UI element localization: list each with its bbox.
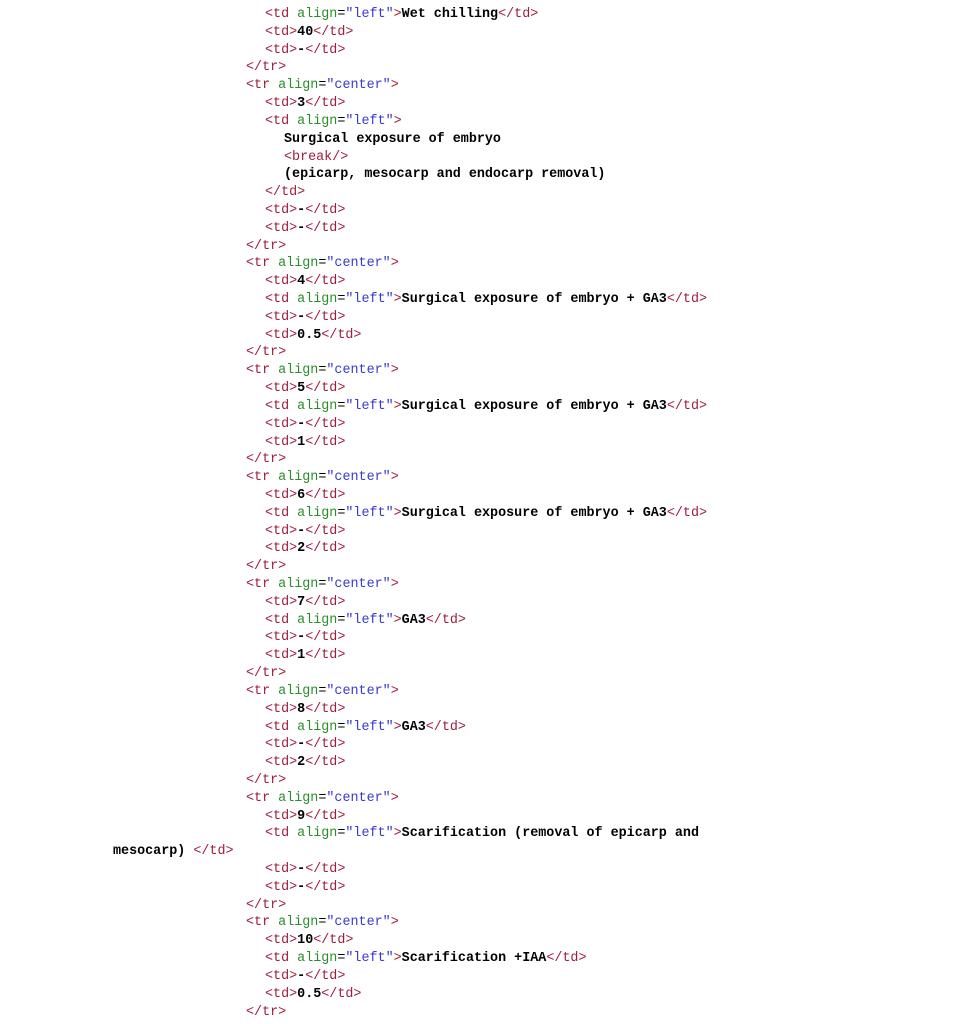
attribute-name: align xyxy=(297,505,338,521)
markup-tag: <td xyxy=(265,826,298,842)
markup-tag: <td> xyxy=(265,42,298,58)
equals-sign: = xyxy=(337,7,346,22)
code-line xyxy=(0,166,963,184)
cell-text: 4 xyxy=(297,274,306,290)
code-line xyxy=(0,523,963,541)
attribute-value: "center" xyxy=(326,363,391,379)
cell-text: Surgical exposure of embryo xyxy=(284,131,501,147)
markup-tag: </td> xyxy=(305,737,346,753)
markup-tag: <tr xyxy=(246,683,279,699)
cell-text: 6 xyxy=(297,487,306,503)
code-line xyxy=(0,808,963,826)
markup-tag: <td> xyxy=(265,879,298,895)
equals-sign: = xyxy=(337,719,346,735)
markup-tag: </td> xyxy=(305,523,346,539)
code-line xyxy=(0,558,963,576)
markup-tag: <tr xyxy=(246,577,279,592)
markup-tag: </td> xyxy=(305,416,346,432)
code-line xyxy=(0,719,963,737)
cell-text: 10 xyxy=(297,933,314,949)
markup-tag: </td> xyxy=(321,986,362,1002)
markup-tag: </td> xyxy=(321,327,362,343)
attribute-name: align xyxy=(297,292,338,307)
markup-tag: </td> xyxy=(305,701,346,717)
markup-tag: > xyxy=(390,915,399,931)
cell-text: 9 xyxy=(297,808,306,824)
attribute-value: "center" xyxy=(326,915,391,931)
markup-tag: </td> xyxy=(265,185,306,201)
code-line xyxy=(0,220,963,238)
code-line xyxy=(0,986,963,1004)
cell-text: - xyxy=(297,862,306,877)
markup-tag: </td> xyxy=(425,719,466,735)
attribute-value: "left" xyxy=(345,951,394,967)
attribute-value: "left" xyxy=(345,7,394,22)
markup-tag: </td> xyxy=(666,292,708,307)
code-line xyxy=(0,843,963,861)
markup-tag: </td> xyxy=(546,951,587,967)
attribute-name: align xyxy=(297,951,338,967)
markup-tag: </td> xyxy=(666,505,708,521)
markup-tag: <td> xyxy=(265,487,298,503)
markup-tag: <td> xyxy=(265,630,298,646)
markup-tag: > xyxy=(393,398,402,414)
attribute-value: "left" xyxy=(345,292,394,307)
markup-tag: </td> xyxy=(305,434,346,450)
cell-text: - xyxy=(297,42,306,58)
attribute-value: "center" xyxy=(326,470,391,486)
cell-text: 1 xyxy=(297,648,306,664)
code-line xyxy=(0,59,963,77)
cell-text: 2 xyxy=(297,541,306,557)
code-line xyxy=(0,879,963,897)
attribute-name: align xyxy=(278,915,319,931)
markup-tag: <tr xyxy=(246,790,279,806)
code-line xyxy=(0,665,963,683)
code-line xyxy=(0,701,963,719)
code-line xyxy=(0,24,963,42)
markup-tag: </td> xyxy=(305,274,346,290)
attribute-name: align xyxy=(297,7,338,22)
code-line xyxy=(0,149,963,167)
code-line xyxy=(0,6,963,24)
markup-tag: </td> xyxy=(305,42,346,58)
markup-tag: </td> xyxy=(305,630,346,646)
markup-tag: </td> xyxy=(313,24,354,40)
attribute-value: "center" xyxy=(326,78,391,94)
attribute-value: "center" xyxy=(326,577,391,592)
cell-text: 8 xyxy=(297,701,306,717)
attribute-name: align xyxy=(297,826,338,842)
markup-tag: > xyxy=(393,826,402,842)
markup-tag: </tr> xyxy=(246,897,287,913)
cell-text: GA3 xyxy=(401,719,426,735)
code-line xyxy=(0,309,963,327)
markup-tag: > xyxy=(393,505,402,521)
cell-text: - xyxy=(297,309,306,325)
equals-sign: = xyxy=(337,113,346,129)
code-line xyxy=(0,594,963,612)
markup-tag: <tr xyxy=(246,915,279,931)
equals-sign: = xyxy=(318,470,327,486)
cell-text: Surgical exposure of embryo + GA3 xyxy=(401,292,667,307)
markup-tag: </tr> xyxy=(246,238,287,254)
markup-tag: </td> xyxy=(305,96,346,112)
markup-tag: <td> xyxy=(265,202,298,218)
code-line xyxy=(0,790,963,808)
markup-tag: <td xyxy=(265,612,298,628)
attribute-value: "left" xyxy=(345,719,394,735)
cell-text: Surgical exposure of embryo + GA3 xyxy=(401,505,667,521)
code-line xyxy=(0,647,963,665)
code-line xyxy=(0,950,963,968)
code-line xyxy=(0,416,963,434)
markup-tag: <td> xyxy=(265,755,298,771)
markup-tag: </td> xyxy=(305,808,346,824)
markup-tag: > xyxy=(390,256,399,272)
attribute-value: "left" xyxy=(345,113,394,129)
markup-tag: > xyxy=(390,78,399,94)
markup-tag: <break/> xyxy=(284,149,349,165)
markup-tag: </td> xyxy=(425,612,466,628)
attribute-value: "left" xyxy=(345,505,394,521)
code-line xyxy=(0,1004,963,1022)
attribute-name: align xyxy=(278,683,319,699)
attribute-value: "left" xyxy=(345,612,394,628)
markup-tag: </td> xyxy=(305,202,346,218)
markup-tag: </tr> xyxy=(246,559,287,575)
attribute-name: align xyxy=(278,256,319,272)
markup-tag: </tr> xyxy=(246,60,287,76)
markup-tag: <td> xyxy=(265,648,298,664)
cell-text: - xyxy=(297,523,306,539)
markup-tag: </td> xyxy=(305,755,346,771)
cell-text: - xyxy=(297,202,306,218)
attribute-name: align xyxy=(278,577,319,592)
attribute-value: "left" xyxy=(345,826,394,842)
markup-tag: <td> xyxy=(265,416,298,432)
markup-tag: <tr xyxy=(246,470,279,486)
markup-tag: <td xyxy=(265,951,298,967)
markup-tag: </td> xyxy=(305,487,346,503)
equals-sign: = xyxy=(318,256,327,272)
attribute-value: "center" xyxy=(326,683,391,699)
markup-tag: <td> xyxy=(265,701,298,717)
cell-text: mesocarp) xyxy=(113,844,186,860)
equals-sign: = xyxy=(318,363,327,379)
equals-sign: = xyxy=(318,683,327,699)
markup-tag: > xyxy=(393,113,402,129)
code-line xyxy=(0,612,963,630)
markup-tag: </td> xyxy=(305,862,346,877)
code-line xyxy=(0,291,963,309)
attribute-name: align xyxy=(278,470,319,486)
code-line xyxy=(0,897,963,915)
markup-tag: <td> xyxy=(265,986,298,1002)
cell-text: GA3 xyxy=(401,612,426,628)
markup-tag: <td> xyxy=(265,309,298,325)
code-line xyxy=(0,327,963,345)
code-listing xyxy=(0,6,963,1021)
code-line xyxy=(0,736,963,754)
markup-tag: </tr> xyxy=(246,345,287,361)
equals-sign: = xyxy=(337,951,346,967)
markup-tag: <td> xyxy=(265,274,298,290)
code-line xyxy=(0,914,963,932)
markup-tag: <td> xyxy=(265,96,298,112)
code-line xyxy=(0,683,963,701)
attribute-name: align xyxy=(278,790,319,806)
cell-text: - xyxy=(297,968,306,984)
equals-sign: = xyxy=(318,577,327,592)
markup-tag: <td xyxy=(265,113,298,129)
code-line xyxy=(0,238,963,256)
equals-sign: = xyxy=(337,612,346,628)
equals-sign: = xyxy=(337,398,346,414)
attribute-name: align xyxy=(297,398,338,414)
cell-text: Wet chilling xyxy=(401,7,499,22)
equals-sign: = xyxy=(337,292,346,307)
code-line xyxy=(0,861,963,879)
attribute-name: align xyxy=(297,719,338,735)
code-line xyxy=(0,255,963,273)
markup-tag: </td> xyxy=(305,594,346,610)
markup-tag: <td> xyxy=(265,24,298,40)
code-line xyxy=(0,772,963,790)
code-line xyxy=(0,380,963,398)
code-line xyxy=(0,131,963,149)
markup-tag: <td> xyxy=(265,381,298,397)
markup-tag: > xyxy=(393,292,402,307)
cell-text: - xyxy=(297,737,306,753)
code-line xyxy=(0,968,963,986)
markup-tag: <td> xyxy=(265,862,298,877)
cell-text: - xyxy=(297,220,306,236)
markup-tag: <td xyxy=(265,398,298,414)
markup-tag: </td> xyxy=(305,968,346,984)
attribute-name: align xyxy=(278,78,319,94)
cell-text: 3 xyxy=(297,96,306,112)
cell-text: 2 xyxy=(297,755,306,771)
markup-tag: <tr xyxy=(246,256,279,272)
attribute-value: "left" xyxy=(345,398,394,414)
markup-tag: <td xyxy=(265,292,298,307)
cell-text: 5 xyxy=(297,381,306,397)
markup-tag: <td> xyxy=(265,541,298,557)
markup-tag: > xyxy=(390,470,399,486)
code-line xyxy=(0,932,963,950)
markup-tag: <td> xyxy=(265,434,298,450)
code-line xyxy=(0,362,963,380)
equals-sign: = xyxy=(318,790,327,806)
code-line xyxy=(0,184,963,202)
markup-tag: > xyxy=(393,7,402,22)
code-line xyxy=(0,469,963,487)
markup-tag: </td> xyxy=(305,541,346,557)
code-line xyxy=(0,434,963,452)
cell-text: - xyxy=(297,879,306,895)
code-line xyxy=(0,344,963,362)
equals-sign: = xyxy=(337,826,346,842)
cell-text: 1 xyxy=(297,434,306,450)
cell-text: 0.5 xyxy=(297,327,322,343)
code-line xyxy=(0,754,963,772)
markup-tag: </tr> xyxy=(246,452,287,468)
markup-tag: > xyxy=(393,951,402,967)
markup-tag: </td> xyxy=(305,309,346,325)
attribute-value: "center" xyxy=(326,256,391,272)
cell-text: Surgical exposure of embryo + GA3 xyxy=(401,398,667,414)
code-line xyxy=(0,202,963,220)
code-line xyxy=(0,451,963,469)
code-line xyxy=(0,629,963,647)
markup-tag: > xyxy=(390,577,399,592)
markup-tag: <td> xyxy=(265,327,298,343)
markup-tag: </td> xyxy=(305,220,346,236)
code-line xyxy=(0,273,963,291)
equals-sign: = xyxy=(318,915,327,931)
markup-tag: <td xyxy=(265,7,298,22)
markup-tag: </tr> xyxy=(246,666,287,682)
attribute-name: align xyxy=(278,363,319,379)
attribute-name: align xyxy=(297,113,338,129)
markup-tag: </tr> xyxy=(246,772,287,788)
code-line xyxy=(0,540,963,558)
markup-tag: <td> xyxy=(265,737,298,753)
attribute-name: align xyxy=(297,612,338,628)
markup-tag: <td xyxy=(265,505,298,521)
markup-tag: <td> xyxy=(265,220,298,236)
markup-tag: <td> xyxy=(265,968,298,984)
markup-tag: <td xyxy=(265,719,298,735)
markup-tag: <tr xyxy=(246,363,279,379)
markup-tag: </td> xyxy=(305,648,346,664)
markup-tag: > xyxy=(393,612,402,628)
markup-tag: <td> xyxy=(265,523,298,539)
markup-tag: > xyxy=(390,363,399,379)
markup-tag: > xyxy=(393,719,402,735)
cell-text: - xyxy=(297,416,306,432)
code-line xyxy=(0,398,963,416)
cell-text: Scarification (removal of epicarp and xyxy=(401,826,699,842)
attribute-value: "center" xyxy=(326,790,391,806)
markup-tag: <tr xyxy=(246,78,279,94)
cell-text: 7 xyxy=(297,594,306,610)
markup-tag: </td> xyxy=(666,398,708,414)
cell-text: 0.5 xyxy=(297,986,322,1002)
markup-tag: <td> xyxy=(265,808,298,824)
markup-tag: <td> xyxy=(265,594,298,610)
markup-tag: <td> xyxy=(265,933,298,949)
cell-text: - xyxy=(297,630,306,646)
code-line xyxy=(0,113,963,131)
code-line xyxy=(0,825,963,843)
cell-text: 40 xyxy=(297,24,314,40)
equals-sign: = xyxy=(337,505,346,521)
equals-sign: = xyxy=(318,78,327,94)
markup-tag: > xyxy=(390,683,399,699)
markup-tag: </td> xyxy=(185,844,234,860)
code-line xyxy=(0,487,963,505)
code-line xyxy=(0,505,963,523)
code-line xyxy=(0,77,963,95)
markup-tag: </td> xyxy=(498,7,539,22)
cell-text: Scarification +IAA xyxy=(401,951,547,967)
code-line xyxy=(0,576,963,594)
markup-tag: </tr> xyxy=(246,1004,287,1020)
markup-tag: </td> xyxy=(305,381,346,397)
cell-text: (epicarp, mesocarp and endocarp removal) xyxy=(284,167,606,183)
markup-tag: > xyxy=(390,790,399,806)
markup-tag: </td> xyxy=(305,879,346,895)
code-line xyxy=(0,95,963,113)
markup-tag: </td> xyxy=(313,933,354,949)
code-line xyxy=(0,42,963,60)
